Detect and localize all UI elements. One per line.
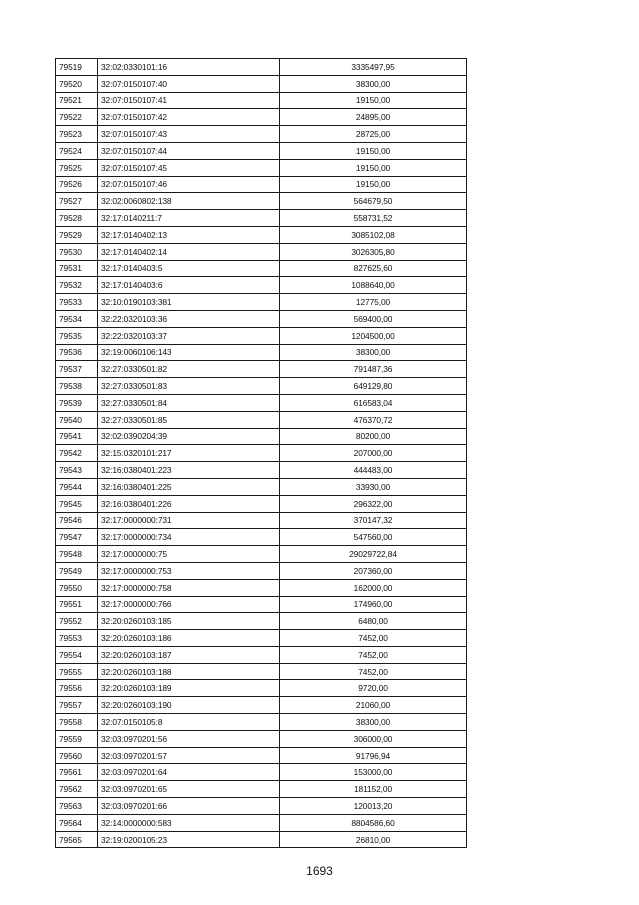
cadastral-value-cell: 1204500,00 (280, 327, 467, 344)
cadastral-value-cell: 3026305,80 (280, 243, 467, 260)
row-number-cell: 79531 (56, 260, 98, 277)
row-number-cell: 79545 (56, 495, 98, 512)
table-row (56, 428, 467, 445)
cadastral-number-cell: 32:17:0140211:7 (98, 210, 280, 227)
cadastral-number-cell: 32:17:0140402:14 (98, 243, 280, 260)
cadastral-number-cell: 32:07:0150107:46 (98, 176, 280, 193)
cadastral-number-cell: 32:17:0000000:758 (98, 579, 280, 596)
cadastral-number-cell: 32:20:0260103:189 (98, 680, 280, 697)
cadastral-value-cell: 6480,00 (280, 613, 467, 630)
cadastral-number-cell: 32:17:0000000:753 (98, 562, 280, 579)
table-row (56, 445, 467, 462)
cadastral-number-cell: 32:03:0970201:57 (98, 747, 280, 764)
cadastral-value-cell: 7452,00 (280, 646, 467, 663)
table-row (56, 361, 467, 378)
cadastral-number-cell: 32:07:0150105:8 (98, 714, 280, 731)
row-number-cell: 79524 (56, 142, 98, 159)
table-row (56, 277, 467, 294)
row-number-cell: 79537 (56, 361, 98, 378)
cadastral-value-cell: 3335497,95 (280, 59, 467, 76)
cadastral-value-cell: 162000,00 (280, 579, 467, 596)
cadastral-value-cell: 569400,00 (280, 310, 467, 327)
table-body (56, 59, 467, 848)
cadastral-number-cell: 32:07:0150107:40 (98, 75, 280, 92)
cadastral-value-cell: 207360,00 (280, 562, 467, 579)
cadastral-number-cell: 32:07:0150107:44 (98, 142, 280, 159)
table-row (56, 529, 467, 546)
row-number-cell: 79539 (56, 394, 98, 411)
table-row (56, 109, 467, 126)
table-row (56, 310, 467, 327)
cadastral-value-cell: 7452,00 (280, 663, 467, 680)
cadastral-number-cell: 32:03:0970201:66 (98, 798, 280, 815)
row-number-cell: 79541 (56, 428, 98, 445)
cadastral-number-cell: 32:17:0140403:5 (98, 260, 280, 277)
cadastral-value-cell: 827625,60 (280, 260, 467, 277)
cadastral-value-table (55, 58, 467, 848)
row-number-cell: 79543 (56, 462, 98, 479)
row-number-cell: 79534 (56, 310, 98, 327)
cadastral-number-cell: 32:27:0330501:83 (98, 378, 280, 395)
cadastral-number-cell: 32:03:0970201:64 (98, 764, 280, 781)
table-row (56, 831, 467, 848)
cadastral-number-cell: 32:27:0330501:85 (98, 411, 280, 428)
table-row (56, 344, 467, 361)
cadastral-value-cell: 306000,00 (280, 730, 467, 747)
cadastral-value-cell: 791487,36 (280, 361, 467, 378)
table-row (56, 730, 467, 747)
cadastral-value-cell: 370147,32 (280, 512, 467, 529)
cadastral-number-cell: 32:16:0380401:225 (98, 478, 280, 495)
row-number-cell: 79549 (56, 562, 98, 579)
row-number-cell: 79547 (56, 529, 98, 546)
cadastral-number-cell: 32:03:0970201:65 (98, 781, 280, 798)
cadastral-value-cell: 181152,00 (280, 781, 467, 798)
cadastral-value-cell: 444483,00 (280, 462, 467, 479)
cadastral-value-cell: 19150,00 (280, 142, 467, 159)
row-number-cell: 79538 (56, 378, 98, 395)
cadastral-value-cell: 153000,00 (280, 764, 467, 781)
table-row (56, 613, 467, 630)
cadastral-value-cell: 38300,00 (280, 714, 467, 731)
cadastral-number-cell: 32:07:0150107:45 (98, 159, 280, 176)
row-number-cell: 79525 (56, 159, 98, 176)
row-number-cell: 79557 (56, 697, 98, 714)
table-row (56, 462, 467, 479)
cadastral-number-cell: 32:14:0000000:583 (98, 814, 280, 831)
table-row (56, 562, 467, 579)
table-row (56, 193, 467, 210)
cadastral-value-cell: 7452,00 (280, 630, 467, 647)
cadastral-value-cell: 547560,00 (280, 529, 467, 546)
row-number-cell: 79529 (56, 226, 98, 243)
row-number-cell: 79546 (56, 512, 98, 529)
cadastral-number-cell: 32:10:0190103:381 (98, 294, 280, 311)
row-number-cell: 79564 (56, 814, 98, 831)
cadastral-number-cell: 32:27:0330501:84 (98, 394, 280, 411)
table-row (56, 159, 467, 176)
row-number-cell: 79522 (56, 109, 98, 126)
row-number-cell: 79519 (56, 59, 98, 76)
cadastral-number-cell: 32:20:0260103:187 (98, 646, 280, 663)
cadastral-value-cell: 12775,00 (280, 294, 467, 311)
cadastral-value-cell: 19150,00 (280, 92, 467, 109)
row-number-cell: 79552 (56, 613, 98, 630)
row-number-cell: 79523 (56, 126, 98, 143)
cadastral-value-cell: 174960,00 (280, 596, 467, 613)
cadastral-value-cell: 3085102,08 (280, 226, 467, 243)
cadastral-value-cell: 207000,00 (280, 445, 467, 462)
cadastral-value-cell: 19150,00 (280, 159, 467, 176)
row-number-cell: 79527 (56, 193, 98, 210)
cadastral-value-cell: 1088640,00 (280, 277, 467, 294)
row-number-cell: 79550 (56, 579, 98, 596)
row-number-cell: 79553 (56, 630, 98, 647)
cadastral-number-cell: 32:20:0260103:190 (98, 697, 280, 714)
cadastral-value-cell: 558731,52 (280, 210, 467, 227)
cadastral-value-cell: 296322,00 (280, 495, 467, 512)
row-number-cell: 79544 (56, 478, 98, 495)
cadastral-number-cell: 32:07:0150107:41 (98, 92, 280, 109)
cadastral-value-cell: 616583,04 (280, 394, 467, 411)
table-row (56, 663, 467, 680)
table-row (56, 512, 467, 529)
table-row (56, 394, 467, 411)
table-row (56, 579, 467, 596)
row-number-cell: 79528 (56, 210, 98, 227)
cadastral-value-cell: 8804586,60 (280, 814, 467, 831)
cadastral-number-cell: 32:20:0260103:185 (98, 613, 280, 630)
table-row (56, 142, 467, 159)
table-row (56, 764, 467, 781)
cadastral-number-cell: 32:16:0380401:223 (98, 462, 280, 479)
cadastral-number-cell: 32:17:0000000:731 (98, 512, 280, 529)
cadastral-number-cell: 32:27:0330501:82 (98, 361, 280, 378)
table-row (56, 378, 467, 395)
cadastral-number-cell: 32:19:0200105:23 (98, 831, 280, 848)
row-number-cell: 79562 (56, 781, 98, 798)
cadastral-value-cell: 26810,00 (280, 831, 467, 848)
row-number-cell: 79563 (56, 798, 98, 815)
cadastral-value-cell: 80200,00 (280, 428, 467, 445)
row-number-cell: 79526 (56, 176, 98, 193)
cadastral-number-cell: 32:02:0390204:39 (98, 428, 280, 445)
row-number-cell: 79540 (56, 411, 98, 428)
cadastral-number-cell: 32:02:0330101:16 (98, 59, 280, 76)
row-number-cell: 79535 (56, 327, 98, 344)
cadastral-value-cell: 649129,80 (280, 378, 467, 395)
table-row (56, 478, 467, 495)
table-row (56, 546, 467, 563)
cadastral-number-cell: 32:03:0970201:56 (98, 730, 280, 747)
row-number-cell: 79555 (56, 663, 98, 680)
row-number-cell: 79536 (56, 344, 98, 361)
row-number-cell: 79558 (56, 714, 98, 731)
cadastral-value-cell: 9720,00 (280, 680, 467, 697)
cadastral-value-cell: 33930,00 (280, 478, 467, 495)
row-number-cell: 79520 (56, 75, 98, 92)
cadastral-number-cell: 32:07:0150107:42 (98, 109, 280, 126)
cadastral-value-cell: 91796,94 (280, 747, 467, 764)
table-row (56, 59, 467, 76)
table-row (56, 814, 467, 831)
cadastral-number-cell: 32:15:0320101:217 (98, 445, 280, 462)
cadastral-number-cell: 32:17:0000000:734 (98, 529, 280, 546)
cadastral-value-cell: 24895,00 (280, 109, 467, 126)
table-row (56, 294, 467, 311)
table-row (56, 126, 467, 143)
cadastral-number-cell: 32:22:0320103:37 (98, 327, 280, 344)
cadastral-number-cell: 32:22:0320103:36 (98, 310, 280, 327)
cadastral-value-cell: 28725,00 (280, 126, 467, 143)
row-number-cell: 79548 (56, 546, 98, 563)
table-row (56, 411, 467, 428)
cadastral-number-cell: 32:02:0060802:138 (98, 193, 280, 210)
cadastral-value-cell: 120013,20 (280, 798, 467, 815)
cadastral-number-cell: 32:17:0000000:766 (98, 596, 280, 613)
table-row (56, 630, 467, 647)
cadastral-number-cell: 32:17:0000000:75 (98, 546, 280, 563)
row-number-cell: 79551 (56, 596, 98, 613)
cadastral-value-cell: 38300,00 (280, 75, 467, 92)
table-row (56, 210, 467, 227)
table-row (56, 798, 467, 815)
table-row (56, 176, 467, 193)
row-number-cell: 79556 (56, 680, 98, 697)
cadastral-number-cell: 32:16:0380401:226 (98, 495, 280, 512)
table-row (56, 747, 467, 764)
row-number-cell: 79559 (56, 730, 98, 747)
table-row (56, 680, 467, 697)
cadastral-value-cell: 19150,00 (280, 176, 467, 193)
cadastral-number-cell: 32:17:0140403:6 (98, 277, 280, 294)
cadastral-value-cell: 38300,00 (280, 344, 467, 361)
row-number-cell: 79554 (56, 646, 98, 663)
table-row (56, 714, 467, 731)
table-row (56, 781, 467, 798)
cadastral-number-cell: 32:19:0060106:143 (98, 344, 280, 361)
table-row (56, 596, 467, 613)
row-number-cell: 79560 (56, 747, 98, 764)
cadastral-value-cell: 29029722,84 (280, 546, 467, 563)
row-number-cell: 79565 (56, 831, 98, 848)
cadastral-number-cell: 32:07:0150107:43 (98, 126, 280, 143)
table-row (56, 92, 467, 109)
row-number-cell: 79530 (56, 243, 98, 260)
table-row (56, 243, 467, 260)
row-number-cell: 79533 (56, 294, 98, 311)
cadastral-value-cell: 564679,50 (280, 193, 467, 210)
table-row (56, 260, 467, 277)
table-row (56, 697, 467, 714)
cadastral-number-cell: 32:20:0260103:186 (98, 630, 280, 647)
page-number: 1693 (306, 864, 333, 878)
table-row (56, 646, 467, 663)
table-row (56, 226, 467, 243)
table-row (56, 495, 467, 512)
table-row (56, 75, 467, 92)
row-number-cell: 79521 (56, 92, 98, 109)
cadastral-value-cell: 21060,00 (280, 697, 467, 714)
table-row (56, 327, 467, 344)
cadastral-number-cell: 32:20:0260103:188 (98, 663, 280, 680)
row-number-cell: 79561 (56, 764, 98, 781)
row-number-cell: 79532 (56, 277, 98, 294)
row-number-cell: 79542 (56, 445, 98, 462)
cadastral-number-cell: 32:17:0140402:13 (98, 226, 280, 243)
cadastral-value-cell: 476370,72 (280, 411, 467, 428)
